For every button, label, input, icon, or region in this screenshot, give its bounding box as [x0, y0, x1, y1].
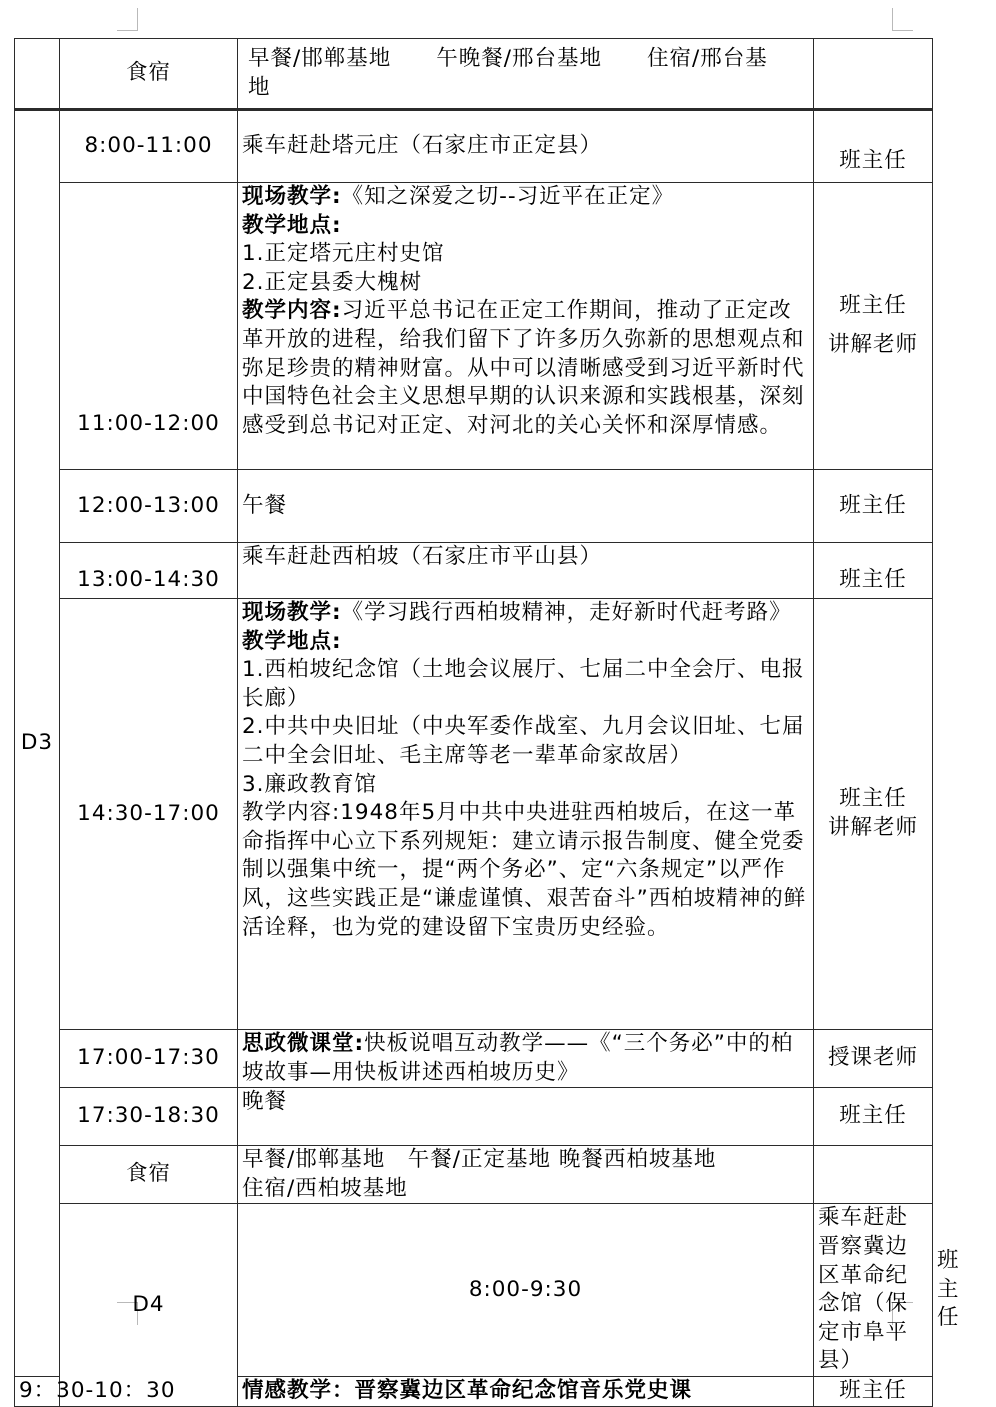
content-cell — [238, 1030, 814, 1088]
time-cell: 17:30-18:30 — [60, 1088, 238, 1146]
content-cell: 乘车赶赴西柏坡（石家庄市平山县） — [238, 543, 814, 599]
time-cell: 11:00-12:00 — [60, 183, 238, 470]
label-site-teaching: 现场教学: — [242, 600, 342, 625]
day-cell-empty — [15, 39, 60, 110]
content-cell — [238, 1376, 814, 1406]
table-row — [15, 110, 933, 183]
time-cell: 14:30-17:00 — [60, 599, 238, 1030]
responsible-cell: 班主任 — [814, 470, 933, 543]
responsible-name: 班主任 — [839, 786, 907, 812]
label-teaching-location: 教学地点: — [242, 212, 342, 238]
responsible-cell: 班主任 — [814, 1088, 933, 1146]
time-cell: 13:00-14:30 — [60, 543, 238, 599]
day-cell-d4 — [60, 1204, 238, 1407]
table-row — [15, 1030, 933, 1088]
responsible-cell: 班主任 — [814, 110, 933, 183]
label-teaching-location: 教学地点: — [242, 628, 342, 654]
time-cell: 12:00-13:00 — [60, 470, 238, 543]
table-row-lodging-d2 — [15, 39, 933, 110]
schedule-table — [14, 38, 960, 1407]
time-cell: 8:00-11:00 — [60, 110, 238, 183]
crop-mark-top-right — [892, 8, 913, 31]
day-label: D3 — [20, 730, 54, 756]
teaching-content: 教学内容:1948年5月中共中央进驻西柏坡后，在这一革命指挥中心立下系列规矩：建立请示报告制度、健全党委制以强集中统一，提“两个务必”、定“六条规定”以严作风，这些实践正是“谦虚谨慎、艰苦奋斗”西柏坡精神的鲜活诠释，也为党的建设留下宝贵历史经验。 — [242, 800, 807, 940]
responsible-cell: 授课老师 — [814, 1030, 933, 1088]
location-item: 1.正定塔元庄村史馆 — [242, 241, 445, 267]
table-row — [15, 470, 933, 543]
table-row — [15, 543, 933, 599]
responsible-name: 讲解老师 — [827, 815, 918, 840]
table-row — [15, 1088, 933, 1146]
location-item: 1.西柏坡纪念馆（土地会议展厅、七届二中全会厅、电报长廊） — [242, 657, 805, 711]
content-cell — [238, 1146, 814, 1204]
table-row-lodging-d3 — [15, 1146, 933, 1204]
label-micro-class: 思政微课堂: — [242, 1031, 365, 1056]
content-cell — [238, 183, 814, 470]
responsible-cell: 班主任 — [814, 1376, 933, 1406]
label-teaching-content: 教学内容: — [242, 298, 342, 324]
time-cell: 17:00-17:30 — [60, 1030, 238, 1088]
content-cell: 午餐 — [238, 470, 814, 543]
table-row — [15, 183, 933, 470]
content-cell — [238, 599, 814, 1030]
label-emotional-teaching: 情感教学：晋察冀边区革命纪念馆音乐党史课 — [242, 1378, 693, 1404]
content-cell: 早餐/邯郸基地 午晚餐/邢台基地 住宿/邢台基地 — [238, 39, 814, 110]
teaching-title: 《学习践行西柏坡精神，走好新时代赶考路》 — [341, 600, 792, 625]
lodging-line: 早餐/邯郸基地 午餐/正定基地 晚餐西柏坡基地 — [242, 1147, 717, 1173]
responsible-cell — [814, 183, 933, 470]
responsible-cell: 班主任 — [814, 543, 933, 599]
crop-mark-top-left — [117, 8, 138, 31]
time-cell: 食宿 — [60, 1146, 238, 1204]
responsible-cell — [814, 1146, 933, 1204]
responsible-name: 班主任 — [839, 293, 907, 319]
location-item: 3.廉政教育馆 — [242, 771, 378, 797]
location-item: 2.正定县委大槐树 — [242, 269, 423, 295]
time-cell: 9：30-10：30 — [15, 1376, 60, 1406]
day-cell-d3 — [15, 110, 60, 1377]
teaching-title: 《知之深爱之切--习近平在正定》 — [341, 184, 675, 209]
time-cell: 食宿 — [60, 39, 238, 110]
responsible-name: 讲解老师 — [827, 332, 918, 357]
label-site-teaching: 现场教学: — [242, 184, 342, 209]
day-label: D4 — [132, 1291, 165, 1317]
content-cell: 晚餐 — [238, 1088, 814, 1146]
micro-class-content: 快板说唱互动教学——《“三个务必”中的柏坡故事—用快板讲述西柏坡历史》 — [242, 1031, 794, 1085]
lodging-line: 住宿/西柏坡基地 — [242, 1175, 408, 1201]
responsible-cell — [814, 39, 933, 110]
table-row — [15, 599, 933, 1030]
responsible-cell — [814, 599, 933, 1030]
teaching-content: 习近平总书记在正定工作期间，推动了正定改革开放的进程，给我们留下了许多历久弥新的思想观点和弥足珍贵的精神财富。从中可以清晰感受到习近平新时代中国特色社会主义思想早期的认识来源和实践根基，深刻感受到总书记对正定、对河北的关心关怀和深厚情感。 — [242, 298, 805, 438]
location-item: 2.中共中央旧址（中央军委作战室、九月会议旧址、七届二中全会旧址、毛主席等老一辈革命家故居） — [242, 714, 805, 768]
table-row: D4 8:00-9:30 乘车赶赴晋察冀边区革命纪念馆（保定市阜平县） 班主任 — [15, 1204, 933, 1377]
content-cell: 乘车赶赴晋察冀边区革命纪念馆（保定市阜平县） — [814, 1204, 933, 1377]
content-cell: 乘车赶赴塔元庄（石家庄市正定县） — [238, 110, 814, 183]
time-cell: 8:00-9:30 — [238, 1204, 814, 1377]
